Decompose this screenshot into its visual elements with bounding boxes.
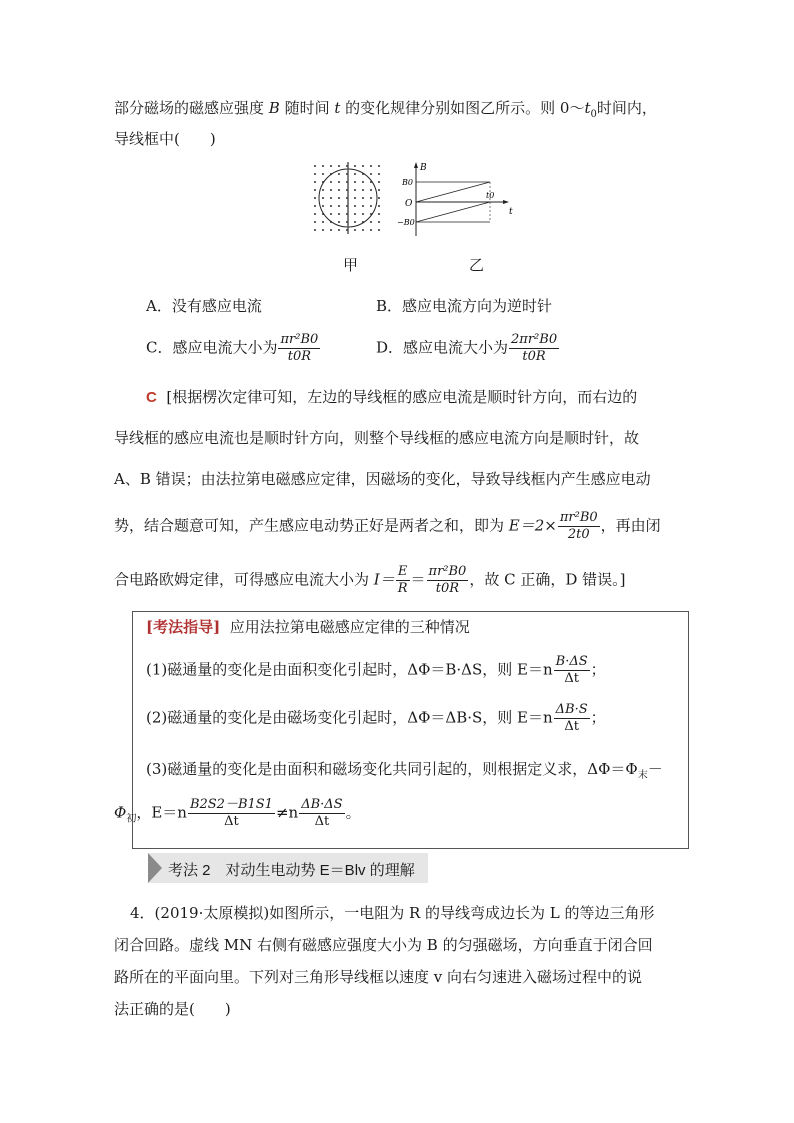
phi: Φ xyxy=(114,803,127,822)
field-dot xyxy=(322,229,324,231)
equals: ＝ xyxy=(410,570,426,589)
field-dot xyxy=(330,197,332,199)
axis-label-B: B xyxy=(420,163,427,173)
answer-letter: C xyxy=(146,389,157,406)
field-dot xyxy=(322,189,324,191)
text: ； xyxy=(590,660,606,679)
q4-line-2: 闭合回路。虚线 MN 右侧有磁感应强度大小为 B 的匀强磁场，方向垂直于闭合回 xyxy=(114,936,653,954)
field-dot xyxy=(330,165,332,167)
field-dot xyxy=(338,221,340,223)
field-dot xyxy=(354,189,356,191)
numerator: B2S2－B1S1 xyxy=(189,797,273,812)
denominator: Δt xyxy=(564,719,579,734)
text: 势，结合题意可知，产生感应电动势正好是两者之和，即为 xyxy=(114,516,509,535)
guide-case-3-line-2 xyxy=(114,797,361,830)
var-t0: t xyxy=(584,99,591,117)
field-dot xyxy=(370,221,372,223)
field-dot xyxy=(314,221,316,223)
option-d-fraction xyxy=(509,332,559,365)
field-dot xyxy=(314,213,316,215)
text: 合电路欧姆定律，可得感应电流大小为 xyxy=(114,570,374,589)
guide-title-line xyxy=(146,616,470,637)
option-c-fraction xyxy=(278,332,320,365)
magnetic-field-dots xyxy=(314,165,380,231)
denominator: t0R xyxy=(287,349,312,364)
field-dot xyxy=(338,229,340,231)
field-dot xyxy=(314,205,316,207)
field-dot xyxy=(330,181,332,183)
denominator: t0R xyxy=(522,349,546,364)
field-dot xyxy=(330,189,332,191)
field-dot xyxy=(338,205,340,207)
option-c-text: C．感应电流大小为 xyxy=(146,338,278,357)
field-dot xyxy=(338,165,340,167)
b-rising-line xyxy=(416,182,490,202)
field-dot xyxy=(354,221,356,223)
option-c xyxy=(146,332,321,365)
field-dot xyxy=(370,229,372,231)
text: (1)磁通量的变化是由面积变化引起时，ΔΦ＝B·ΔS，则 E＝n xyxy=(146,660,553,679)
numerator: πr²B0 xyxy=(280,332,319,347)
t-axis-arrow xyxy=(503,200,509,204)
field-dot xyxy=(378,173,380,175)
numerator: 2πr²B0 xyxy=(511,332,558,347)
guide-case-3-line-1 xyxy=(146,758,663,779)
q4-line-4: 法正确的是( ) xyxy=(114,1000,231,1018)
denominator: Δt xyxy=(224,814,239,829)
field-dot xyxy=(370,165,372,167)
field-dot xyxy=(354,165,356,167)
option-a: A．没有感应电流 xyxy=(146,297,262,315)
numerator: πr²B0 xyxy=(428,564,467,579)
field-dot xyxy=(354,205,356,207)
guide-case-2 xyxy=(146,702,606,735)
fraction xyxy=(299,797,344,830)
subscript: 初 xyxy=(126,813,137,825)
answer-line-1 xyxy=(146,386,637,407)
field-dot xyxy=(378,221,380,223)
field-dot xyxy=(370,197,372,199)
tick-t0: t0 xyxy=(486,191,495,200)
numerator: πr²B0 xyxy=(559,510,598,525)
numerator: E xyxy=(396,564,410,581)
text: ≠n xyxy=(275,803,299,822)
option-d xyxy=(376,332,560,365)
field-dot xyxy=(362,189,364,191)
numerator: ΔB·ΔS xyxy=(301,797,343,812)
text: 随时间 xyxy=(279,99,335,117)
field-dot xyxy=(378,181,380,183)
text: ，E＝n xyxy=(136,803,187,822)
figure-label-jia: 甲 xyxy=(343,256,359,274)
figure-label-yi: 乙 xyxy=(469,256,485,274)
field-dot xyxy=(322,205,324,207)
answer-line-5 xyxy=(114,564,626,597)
guide-tag: [考法指导] xyxy=(146,618,221,636)
field-dot xyxy=(378,205,380,207)
figure-jia xyxy=(310,160,390,236)
figure-yi xyxy=(396,160,516,240)
section-heading: 考法 2 对动生电动势 E＝Blv 的理解 xyxy=(168,862,415,879)
b-rising-line-2 xyxy=(416,202,490,222)
denominator: Δt xyxy=(314,814,330,829)
fraction xyxy=(188,797,275,830)
q3-line-1 xyxy=(114,97,657,118)
field-dot xyxy=(322,173,324,175)
field-dot xyxy=(378,197,380,199)
field-dot xyxy=(338,189,340,191)
field-dot xyxy=(314,229,316,231)
field-dot xyxy=(362,229,364,231)
var-t: t xyxy=(334,99,341,117)
fraction xyxy=(396,564,410,597)
denominator: t0R xyxy=(435,581,460,596)
field-dot xyxy=(378,165,380,167)
field-dot xyxy=(362,197,364,199)
guide-title: 应用法拉第电磁感应定律的三种情况 xyxy=(229,618,470,636)
var-B: B xyxy=(268,99,280,117)
field-dot xyxy=(322,197,324,199)
numerator: B·ΔS xyxy=(555,654,588,669)
field-dot xyxy=(314,181,316,183)
field-dot xyxy=(330,213,332,215)
field-dot xyxy=(314,197,316,199)
field-dot xyxy=(322,165,324,167)
b-axis-arrow xyxy=(414,162,418,168)
origin-label: O xyxy=(405,199,413,209)
equation: E＝2× xyxy=(508,516,557,535)
text: 的变化规律分别如图乙所示。则 0～ xyxy=(340,99,585,117)
text: 时间内， xyxy=(596,99,657,117)
field-dot xyxy=(354,173,356,175)
q4-line-3: 路所在的平面向里。下列对三角形导线框以速度 v 向右匀速进入磁场过程中的说 xyxy=(114,968,643,986)
denominator: 2t0 xyxy=(567,527,590,542)
fraction xyxy=(427,564,469,597)
option-d-text: D．感应电流大小为 xyxy=(376,338,509,357)
field-dot xyxy=(314,189,316,191)
text: ，故 C 正确，D 错误。] xyxy=(469,570,626,589)
section-arrow-icon xyxy=(148,853,162,883)
field-dot xyxy=(362,165,364,167)
numerator: ΔB·S xyxy=(555,702,588,717)
field-dot xyxy=(362,181,364,183)
text: ； xyxy=(590,708,606,727)
text: (3)磁通量的变化是由面积和磁场变化共同引起的，则根据定义求，ΔΦ＝Φ xyxy=(146,760,638,778)
tick-negB0: −B0 xyxy=(397,218,415,227)
field-dot xyxy=(338,181,340,183)
field-dot xyxy=(378,189,380,191)
denominator: R xyxy=(397,581,408,596)
text: ，再由闭 xyxy=(600,516,661,535)
text: 部分磁场的磁感应强度 xyxy=(114,99,269,117)
answer-line-4 xyxy=(114,510,661,543)
denominator: Δt xyxy=(564,671,579,686)
fraction xyxy=(554,702,590,735)
text: [根据楞次定律可知，左边的导线框的感应电流是顺时针方向，而右边的 xyxy=(166,388,638,406)
q4-line-1: 4．(2019·太原模拟)如图所示，一电阻为 R 的导线弯成边长为 L 的等边三角形 xyxy=(130,904,655,922)
guide-case-1 xyxy=(146,654,606,687)
field-dot xyxy=(338,213,340,215)
field-dot xyxy=(322,221,324,223)
text: 。 xyxy=(345,803,361,822)
text: － xyxy=(647,760,663,778)
answer-line-3: A、B 错误；由法拉第电磁感应定律，因磁场的变化，导致导线框内产生感应电动 xyxy=(114,470,651,488)
field-dot xyxy=(378,229,380,231)
answer-line-2: 导线框的感应电流也是顺时针方向，则整个导线框的感应电流方向是顺时针，故 xyxy=(114,429,640,447)
tick-B0: B0 xyxy=(402,178,413,187)
field-dot xyxy=(330,229,332,231)
field-dot xyxy=(330,205,332,207)
fraction xyxy=(558,510,600,543)
option-b: B．感应电流方向为逆时针 xyxy=(376,297,553,315)
equation: I＝ xyxy=(373,570,395,589)
field-dot xyxy=(314,165,316,167)
field-dot xyxy=(354,213,356,215)
q3-line-2: 导线框中( ) xyxy=(114,130,216,148)
field-dot xyxy=(370,205,372,207)
field-dot xyxy=(362,213,364,215)
subscript: 末 xyxy=(637,770,648,781)
subscript: 0 xyxy=(590,109,597,120)
field-dot xyxy=(378,213,380,215)
field-dot xyxy=(338,173,340,175)
text: (2)磁通量的变化是由磁场变化引起时，ΔΦ＝ΔB·S，则 E＝n xyxy=(146,708,553,727)
field-dot xyxy=(362,205,364,207)
axis-label-t: t xyxy=(509,207,513,217)
field-dot xyxy=(370,189,372,191)
field-dot xyxy=(354,197,356,199)
field-dot xyxy=(354,229,356,231)
field-dot xyxy=(370,173,372,175)
field-dot xyxy=(338,197,340,199)
field-dot xyxy=(354,181,356,183)
field-dot xyxy=(314,173,316,175)
fraction xyxy=(554,654,590,687)
